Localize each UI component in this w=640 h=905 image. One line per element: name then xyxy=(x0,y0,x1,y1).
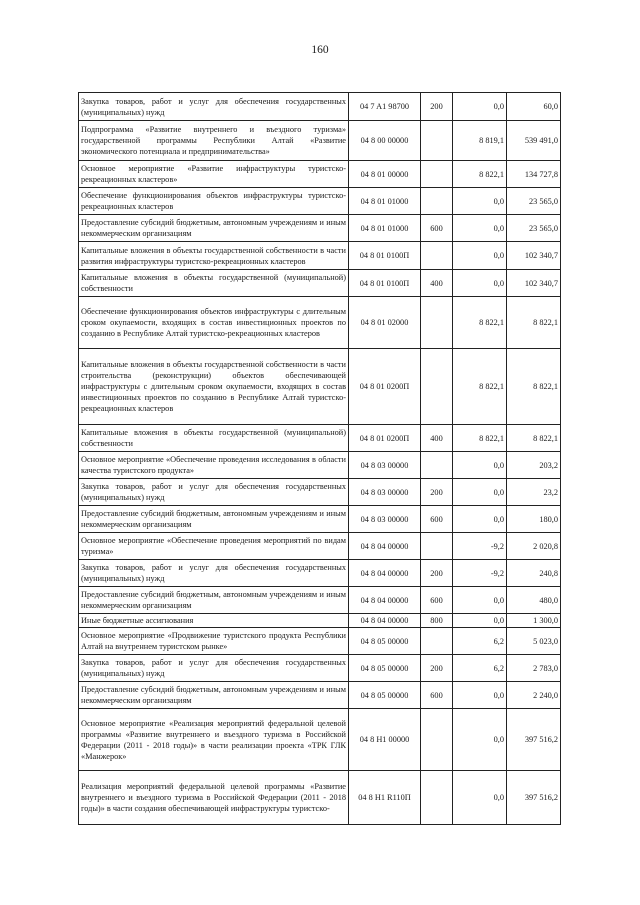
row-expense-type-cell: 400 xyxy=(421,270,453,297)
row-change-amount-cell: 8 822,1 xyxy=(453,161,507,188)
row-name-cell: Основное мероприятие «Обеспечение проведения мероприятий по видам туризма» xyxy=(79,533,349,560)
row-code-cell: 04 8 03 00000 xyxy=(349,479,421,506)
row-name-cell: Капитальные вложения в объекты государственной (муниципальной) собственности xyxy=(79,425,349,452)
row-total-amount-cell: 480,0 xyxy=(507,587,561,614)
row-expense-type-cell: 600 xyxy=(421,587,453,614)
row-total-amount-cell: 23,2 xyxy=(507,479,561,506)
row-change-amount-cell: 8 822,1 xyxy=(453,349,507,425)
table-row xyxy=(79,121,561,161)
row-code-cell: 04 8 00 00000 xyxy=(349,121,421,161)
row-name-cell: Иные бюджетные ассигнования xyxy=(79,614,349,628)
table-row xyxy=(79,425,561,452)
row-name-cell: Основное мероприятие «Развитие инфраструктуры туристско-рекреационных кластеров» xyxy=(79,161,349,188)
row-expense-type-cell xyxy=(421,709,453,771)
row-expense-type-cell xyxy=(421,161,453,188)
row-expense-type-cell xyxy=(421,121,453,161)
budget-table xyxy=(78,92,561,825)
row-expense-type-cell xyxy=(421,533,453,560)
budget-table-body xyxy=(79,93,561,825)
row-expense-type-cell: 600 xyxy=(421,682,453,709)
row-change-amount-cell: 0,0 xyxy=(453,709,507,771)
row-code-cell: 04 8 03 00000 xyxy=(349,506,421,533)
row-expense-type-cell xyxy=(421,297,453,349)
row-total-amount-cell: 102 340,7 xyxy=(507,270,561,297)
row-name-cell: Реализация мероприятий федеральной целевой программы «Развитие внутреннего и въездного туризма в Российской Федерации (2011 - 2018 годы)» в части создания обеспечивающей инфраструктуры туристско- xyxy=(79,771,349,825)
table-row xyxy=(79,682,561,709)
row-total-amount-cell: 134 727,8 xyxy=(507,161,561,188)
table-row xyxy=(79,709,561,771)
table-row xyxy=(79,479,561,506)
row-change-amount-cell: 8 822,1 xyxy=(453,297,507,349)
row-total-amount-cell: 397 516,2 xyxy=(507,771,561,825)
row-change-amount-cell: 8 819,1 xyxy=(453,121,507,161)
row-total-amount-cell: 180,0 xyxy=(507,506,561,533)
row-change-amount-cell: 6,2 xyxy=(453,655,507,682)
row-name-cell: Предоставление субсидий бюджетным, автономным учреждениям и иным некоммерческим организациям xyxy=(79,682,349,709)
row-expense-type-cell: 200 xyxy=(421,93,453,121)
row-total-amount-cell: 8 822,1 xyxy=(507,297,561,349)
table-row xyxy=(79,270,561,297)
row-name-cell: Предоставление субсидий бюджетным, автономным учреждениям и иным некоммерческим организациям xyxy=(79,506,349,533)
table-row xyxy=(79,506,561,533)
row-name-cell: Обеспечение функционирования объектов инфраструктуры с длительным сроком окупаемости, входящих в состав инвестиционных проектов по созданию в Республике Алтай туристско-рекреационных кластеров xyxy=(79,297,349,349)
row-expense-type-cell xyxy=(421,771,453,825)
table-row xyxy=(79,93,561,121)
row-expense-type-cell xyxy=(421,242,453,270)
table-row xyxy=(79,533,561,560)
row-code-cell: 04 8 04 00000 xyxy=(349,533,421,560)
row-code-cell: 04 8 Н1 R110П xyxy=(349,771,421,825)
row-code-cell: 04 8 04 00000 xyxy=(349,587,421,614)
row-code-cell: 04 8 Н1 00000 xyxy=(349,709,421,771)
row-name-cell: Закупка товаров, работ и услуг для обеспечения государственных (муниципальных) нужд xyxy=(79,93,349,121)
table-row xyxy=(79,560,561,587)
row-code-cell: 04 8 05 00000 xyxy=(349,628,421,655)
row-total-amount-cell: 1 300,0 xyxy=(507,614,561,628)
row-expense-type-cell: 200 xyxy=(421,655,453,682)
row-total-amount-cell: 23 565,0 xyxy=(507,215,561,242)
row-change-amount-cell: 8 822,1 xyxy=(453,425,507,452)
row-name-cell: Предоставление субсидий бюджетным, автономным учреждениям и иным некоммерческим организациям xyxy=(79,215,349,242)
table-row xyxy=(79,628,561,655)
row-change-amount-cell: 0,0 xyxy=(453,479,507,506)
row-name-cell: Обеспечение функционирования объектов инфраструктуры туристско-рекреационных кластеров xyxy=(79,188,349,215)
row-expense-type-cell xyxy=(421,188,453,215)
row-expense-type-cell: 600 xyxy=(421,506,453,533)
table-row xyxy=(79,452,561,479)
table-row xyxy=(79,297,561,349)
row-code-cell: 04 8 05 00000 xyxy=(349,682,421,709)
row-name-cell: Основное мероприятие «Обеспечение проведения исследования в области качества туристского продукта» xyxy=(79,452,349,479)
row-code-cell: 04 8 05 00000 xyxy=(349,655,421,682)
row-change-amount-cell: -9,2 xyxy=(453,560,507,587)
row-name-cell: Капитальные вложения в объекты государственной собственности в части строительства (реконструкции) объектов обеспечивающей инфраструктуры с длительным сроком окупаемости, входящих в состав инвестиционных проектов по созданию в Республике Алтай туристско-рекреационных кластеров xyxy=(79,349,349,425)
row-name-cell: Предоставление субсидий бюджетным, автономным учреждениям и иным некоммерческим организациям xyxy=(79,587,349,614)
row-total-amount-cell: 23 565,0 xyxy=(507,188,561,215)
row-code-cell: 04 7 A1 98700 xyxy=(349,93,421,121)
table-row xyxy=(79,242,561,270)
row-name-cell: Основное мероприятие «Продвижение туристского продукта Республики Алтай на внутреннем туристском рынке» xyxy=(79,628,349,655)
table-row xyxy=(79,771,561,825)
row-code-cell: 04 8 01 00000 xyxy=(349,161,421,188)
row-expense-type-cell xyxy=(421,452,453,479)
table-row xyxy=(79,215,561,242)
table-row xyxy=(79,587,561,614)
row-change-amount-cell: 0,0 xyxy=(453,587,507,614)
row-total-amount-cell: 8 822,1 xyxy=(507,425,561,452)
row-code-cell: 04 8 04 00000 xyxy=(349,560,421,587)
row-change-amount-cell: 0,0 xyxy=(453,771,507,825)
row-expense-type-cell: 200 xyxy=(421,560,453,587)
table-row xyxy=(79,614,561,628)
table-row xyxy=(79,161,561,188)
row-name-cell: Закупка товаров, работ и услуг для обеспечения государственных (муниципальных) нужд xyxy=(79,655,349,682)
row-expense-type-cell: 800 xyxy=(421,614,453,628)
row-change-amount-cell: 0,0 xyxy=(453,242,507,270)
row-expense-type-cell: 200 xyxy=(421,479,453,506)
row-name-cell: Основное мероприятие «Реализация мероприятий федеральной целевой программы «Развитие внутреннего и въездного туризма в Российской Федерации (2011 - 2018 годы)» в части реализации проекта «ТРК ГЛК «Манжерок» xyxy=(79,709,349,771)
row-name-cell: Закупка товаров, работ и услуг для обеспечения государственных (муниципальных) нужд xyxy=(79,479,349,506)
row-total-amount-cell: 240,8 xyxy=(507,560,561,587)
row-change-amount-cell: 0,0 xyxy=(453,93,507,121)
row-name-cell: Закупка товаров, работ и услуг для обеспечения государственных (муниципальных) нужд xyxy=(79,560,349,587)
row-code-cell: 04 8 01 0200П xyxy=(349,425,421,452)
row-code-cell: 04 8 04 00000 xyxy=(349,614,421,628)
row-expense-type-cell: 400 xyxy=(421,425,453,452)
row-name-cell: Капитальные вложения в объекты государственной (муниципальной) собственности xyxy=(79,270,349,297)
row-code-cell: 04 8 01 0200П xyxy=(349,349,421,425)
table-row xyxy=(79,349,561,425)
row-change-amount-cell: 0,0 xyxy=(453,506,507,533)
table-row xyxy=(79,188,561,215)
row-change-amount-cell: -9,2 xyxy=(453,533,507,560)
row-total-amount-cell: 2 240,0 xyxy=(507,682,561,709)
row-code-cell: 04 8 03 00000 xyxy=(349,452,421,479)
row-code-cell: 04 8 01 0100П xyxy=(349,270,421,297)
row-expense-type-cell: 600 xyxy=(421,215,453,242)
row-total-amount-cell: 102 340,7 xyxy=(507,242,561,270)
row-total-amount-cell: 539 491,0 xyxy=(507,121,561,161)
row-code-cell: 04 8 01 01000 xyxy=(349,188,421,215)
row-total-amount-cell: 5 023,0 xyxy=(507,628,561,655)
row-total-amount-cell: 2 020,8 xyxy=(507,533,561,560)
row-change-amount-cell: 0,0 xyxy=(453,452,507,479)
row-expense-type-cell xyxy=(421,349,453,425)
row-change-amount-cell: 0,0 xyxy=(453,215,507,242)
row-total-amount-cell: 397 516,2 xyxy=(507,709,561,771)
row-change-amount-cell: 0,0 xyxy=(453,614,507,628)
row-name-cell: Капитальные вложения в объекты государственной собственности в части развития инфраструктуры туристско-рекреационных кластеров xyxy=(79,242,349,270)
row-total-amount-cell: 60,0 xyxy=(507,93,561,121)
row-code-cell: 04 8 01 0100П xyxy=(349,242,421,270)
row-name-cell: Подпрограмма «Развитие внутреннего и въездного туризма» государственной программы Республики Алтай «Развитие экономического потенциала и предпринимательства» xyxy=(79,121,349,161)
table-row xyxy=(79,655,561,682)
row-change-amount-cell: 6,2 xyxy=(453,628,507,655)
row-change-amount-cell: 0,0 xyxy=(453,682,507,709)
row-code-cell: 04 8 01 01000 xyxy=(349,215,421,242)
row-total-amount-cell: 8 822,1 xyxy=(507,349,561,425)
page-number: 160 xyxy=(311,44,329,56)
row-code-cell: 04 8 01 02000 xyxy=(349,297,421,349)
row-change-amount-cell: 0,0 xyxy=(453,270,507,297)
row-expense-type-cell xyxy=(421,628,453,655)
row-total-amount-cell: 203,2 xyxy=(507,452,561,479)
row-change-amount-cell: 0,0 xyxy=(453,188,507,215)
row-total-amount-cell: 2 783,0 xyxy=(507,655,561,682)
